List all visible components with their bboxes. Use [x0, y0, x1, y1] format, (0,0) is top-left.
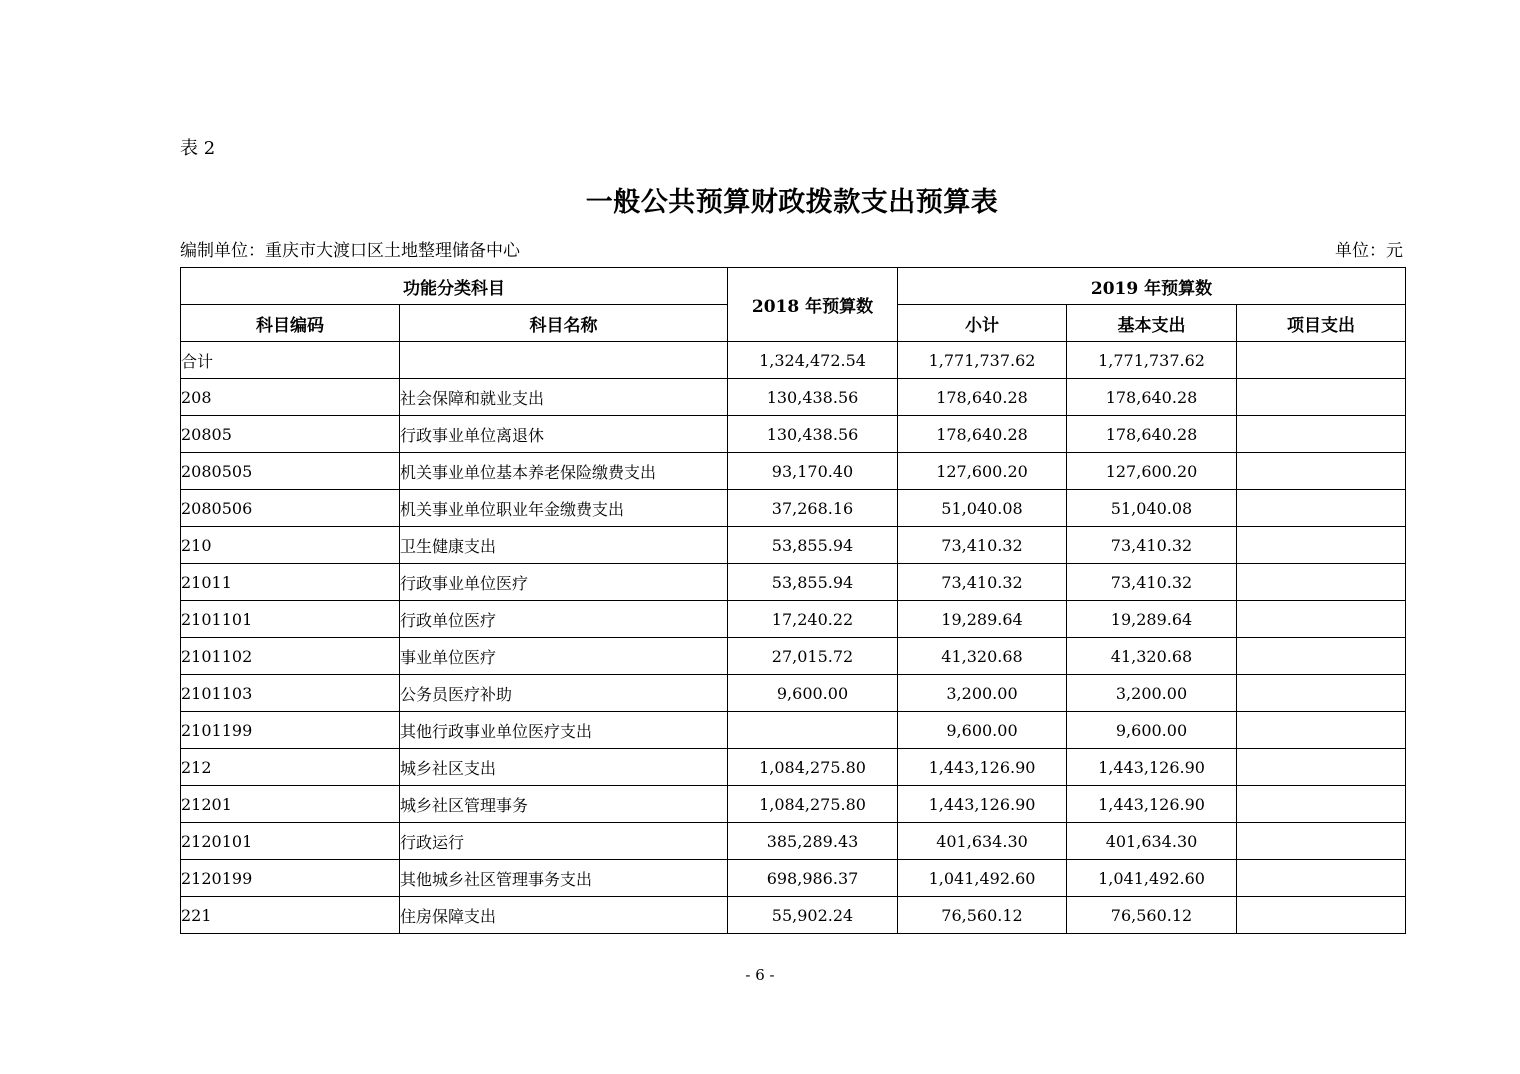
cell-project — [1237, 342, 1406, 379]
cell-subtotal: 127,600.20 — [898, 453, 1067, 490]
table-row — [181, 638, 1406, 675]
cell-code: 208 — [181, 379, 400, 416]
cell-basic: 1,771,737.62 — [1067, 342, 1237, 379]
cell-basic: 76,560.12 — [1067, 897, 1237, 934]
cell-basic: 401,634.30 — [1067, 823, 1237, 860]
cell-project — [1237, 786, 1406, 823]
cell-budget-2018: 17,240.22 — [728, 601, 898, 638]
cell-subtotal: 178,640.28 — [898, 379, 1067, 416]
cell-name: 行政运行 — [400, 823, 728, 860]
header-subtotal: 小计 — [898, 305, 1067, 342]
cell-basic: 1,443,126.90 — [1067, 786, 1237, 823]
cell-name: 公务员医疗补助 — [400, 675, 728, 712]
table-row — [181, 453, 1406, 490]
document-title: 一般公共预算财政拨款支出预算表 — [585, 187, 999, 218]
table-row — [181, 786, 1406, 823]
cell-basic: 1,041,492.60 — [1067, 860, 1237, 897]
cell-project — [1237, 675, 1406, 712]
cell-project — [1237, 527, 1406, 564]
cell-project — [1237, 379, 1406, 416]
cell-budget-2018: 9,600.00 — [728, 675, 898, 712]
cell-budget-2018: 53,855.94 — [728, 564, 898, 601]
cell-name: 机关事业单位基本养老保险缴费支出 — [400, 453, 728, 490]
table-row — [181, 564, 1406, 601]
table-row — [181, 379, 1406, 416]
cell-subtotal: 73,410.32 — [898, 564, 1067, 601]
table-row — [181, 823, 1406, 860]
cell-name: 事业单位医疗 — [400, 638, 728, 675]
cell-budget-2018: 1,084,275.80 — [728, 749, 898, 786]
cell-basic: 41,320.68 — [1067, 638, 1237, 675]
cell-basic: 73,410.32 — [1067, 564, 1237, 601]
cell-subtotal: 3,200.00 — [898, 675, 1067, 712]
cell-budget-2018: 385,289.43 — [728, 823, 898, 860]
cell-subtotal: 1,443,126.90 — [898, 786, 1067, 823]
cell-name: 行政事业单位医疗 — [400, 564, 728, 601]
cell-name: 卫生健康支出 — [400, 527, 728, 564]
cell-project — [1237, 490, 1406, 527]
table-row — [181, 897, 1406, 934]
header-code: 科目编码 — [181, 305, 400, 342]
cell-code: 2080506 — [181, 490, 400, 527]
cell-name: 城乡社区管理事务 — [400, 786, 728, 823]
cell-name: 社会保障和就业支出 — [400, 379, 728, 416]
table-row — [181, 490, 1406, 527]
cell-project — [1237, 860, 1406, 897]
cell-subtotal: 1,041,492.60 — [898, 860, 1067, 897]
cell-budget-2018: 27,015.72 — [728, 638, 898, 675]
cell-budget-2018: 55,902.24 — [728, 897, 898, 934]
table-row — [181, 675, 1406, 712]
cell-code: 21201 — [181, 786, 400, 823]
cell-basic: 178,640.28 — [1067, 379, 1237, 416]
cell-project — [1237, 601, 1406, 638]
table-row — [181, 749, 1406, 786]
header-name: 科目名称 — [400, 305, 728, 342]
cell-budget-2018: 130,438.56 — [728, 416, 898, 453]
cell-budget-2018 — [728, 712, 898, 749]
header-functional-category: 功能分类科目 — [181, 268, 728, 305]
table-row — [181, 601, 1406, 638]
table-row — [181, 712, 1406, 749]
cell-code: 21011 — [181, 564, 400, 601]
cell-basic: 51,040.08 — [1067, 490, 1237, 527]
cell-code: 2080505 — [181, 453, 400, 490]
cell-subtotal: 401,634.30 — [898, 823, 1067, 860]
cell-basic: 178,640.28 — [1067, 416, 1237, 453]
cell-budget-2018: 1,084,275.80 — [728, 786, 898, 823]
cell-code: 212 — [181, 749, 400, 786]
cell-code: 2101103 — [181, 675, 400, 712]
table-row — [181, 860, 1406, 897]
cell-budget-2018: 37,268.16 — [728, 490, 898, 527]
cell-basic: 19,289.64 — [1067, 601, 1237, 638]
cell-project — [1237, 638, 1406, 675]
cell-code: 2101101 — [181, 601, 400, 638]
cell-code: 2101102 — [181, 638, 400, 675]
cell-subtotal: 73,410.32 — [898, 527, 1067, 564]
header-row-1 — [181, 268, 1406, 305]
cell-project — [1237, 416, 1406, 453]
table-row — [181, 416, 1406, 453]
cell-budget-2018: 93,170.40 — [728, 453, 898, 490]
budget-table — [180, 267, 1406, 934]
cell-subtotal: 9,600.00 — [898, 712, 1067, 749]
cell-code: 221 — [181, 897, 400, 934]
header-budget-2019: 2019 年预算数 — [898, 268, 1406, 305]
cell-subtotal: 51,040.08 — [898, 490, 1067, 527]
cell-budget-2018: 698,986.37 — [728, 860, 898, 897]
cell-name: 城乡社区支出 — [400, 749, 728, 786]
cell-project — [1237, 897, 1406, 934]
cell-subtotal: 19,289.64 — [898, 601, 1067, 638]
cell-subtotal: 178,640.28 — [898, 416, 1067, 453]
cell-code: 20805 — [181, 416, 400, 453]
header-budget-2018: 2018 年预算数 — [728, 268, 898, 342]
header-project: 项目支出 — [1237, 305, 1406, 342]
table-row — [181, 527, 1406, 564]
cell-code: 2101199 — [181, 712, 400, 749]
cell-name — [400, 342, 728, 379]
cell-name: 住房保障支出 — [400, 897, 728, 934]
table-row — [181, 342, 1406, 379]
cell-basic: 73,410.32 — [1067, 527, 1237, 564]
cell-budget-2018: 1,324,472.54 — [728, 342, 898, 379]
cell-basic: 9,600.00 — [1067, 712, 1237, 749]
cell-project — [1237, 564, 1406, 601]
cell-subtotal: 76,560.12 — [898, 897, 1067, 934]
cell-name: 其他城乡社区管理事务支出 — [400, 860, 728, 897]
cell-basic: 127,600.20 — [1067, 453, 1237, 490]
table-label: 表 2 — [180, 138, 216, 159]
cell-project — [1237, 453, 1406, 490]
cell-budget-2018: 130,438.56 — [728, 379, 898, 416]
cell-subtotal: 1,771,737.62 — [898, 342, 1067, 379]
header-basic: 基本支出 — [1067, 305, 1237, 342]
cell-name: 其他行政事业单位医疗支出 — [400, 712, 728, 749]
cell-code: 合计 — [181, 342, 400, 379]
cell-basic: 1,443,126.90 — [1067, 749, 1237, 786]
cell-project — [1237, 712, 1406, 749]
cell-subtotal: 1,443,126.90 — [898, 749, 1067, 786]
cell-code: 2120199 — [181, 860, 400, 897]
page-number: - 6 - — [745, 966, 775, 984]
cell-basic: 3,200.00 — [1067, 675, 1237, 712]
cell-subtotal: 41,320.68 — [898, 638, 1067, 675]
cell-code: 210 — [181, 527, 400, 564]
cell-name: 机关事业单位职业年金缴费支出 — [400, 490, 728, 527]
cell-project — [1237, 749, 1406, 786]
cell-project — [1237, 823, 1406, 860]
cell-name: 行政事业单位离退休 — [400, 416, 728, 453]
cell-code: 2120101 — [181, 823, 400, 860]
cell-name: 行政单位医疗 — [400, 601, 728, 638]
org-unit: 编制单位：重庆市大渡口区土地整理储备中心 — [180, 241, 520, 261]
currency-unit: 单位：元 — [1335, 241, 1403, 261]
cell-budget-2018: 53,855.94 — [728, 527, 898, 564]
